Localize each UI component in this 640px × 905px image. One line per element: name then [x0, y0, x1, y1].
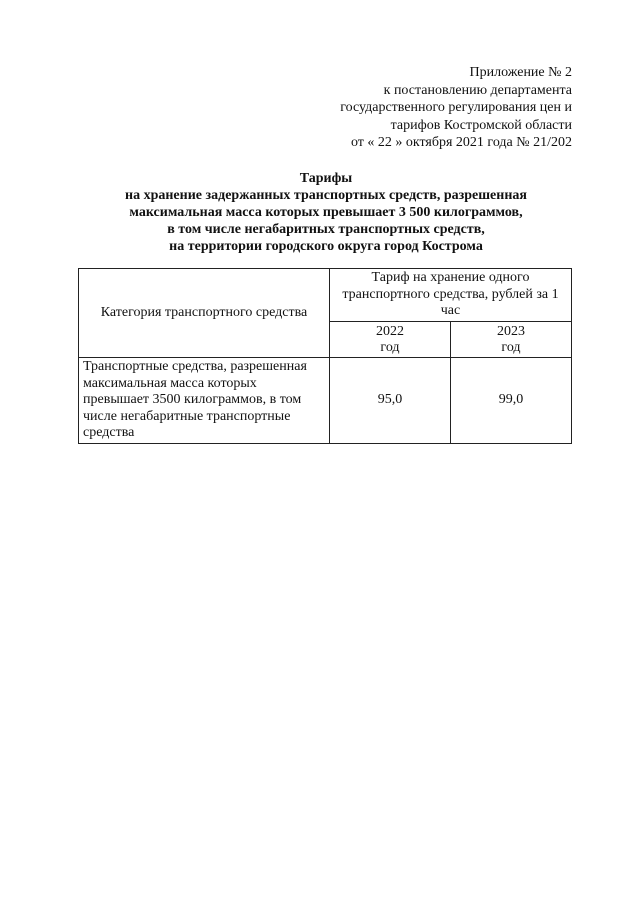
header-tariff: Тариф на хранение одного транспортного средства, рублей за 1 час [330, 269, 572, 322]
value-2022-cell: 95,0 [330, 358, 451, 444]
document-title [80, 170, 572, 255]
appendix-line: государственного регулирования цен и [340, 100, 572, 115]
title-line: на хранение задержанных транспортных средств, разрешенная [125, 188, 527, 203]
appendix-line: от « 22 » октября 2021 года № 21/202 [350, 135, 572, 150]
title-line: максимальная масса которых превышает 3 500 килограммов, [129, 205, 523, 220]
value-2023-cell: 99,0 [450, 358, 571, 444]
table-row [79, 358, 572, 444]
appendix-header [300, 64, 572, 152]
year-word: год [380, 339, 400, 355]
title-line: в том числе негабаритных транспортных средств, [167, 222, 485, 237]
appendix-line: к постановлению департамента [383, 82, 572, 98]
year-word: год [501, 339, 521, 355]
table-header-row [79, 269, 572, 322]
header-year-2022 [330, 322, 451, 358]
appendix-line: тарифов Костромской области [390, 117, 572, 133]
tariff-table [78, 268, 572, 444]
category-cell: Транспортные средства, разрешенная максимальная масса которых превышает 3500 килограммов, в том числе негабаритные транспортные средства [79, 358, 330, 444]
title-line: Тарифы [299, 171, 353, 186]
appendix-line: Приложение № 2 [469, 65, 572, 80]
header-category: Категория транспортного средства [79, 269, 330, 358]
title-line: на территории городского округа город Кострома [169, 239, 483, 254]
year-number: 2023 [496, 323, 525, 339]
header-year-2023 [450, 322, 571, 358]
year-number: 2022 [375, 323, 404, 339]
